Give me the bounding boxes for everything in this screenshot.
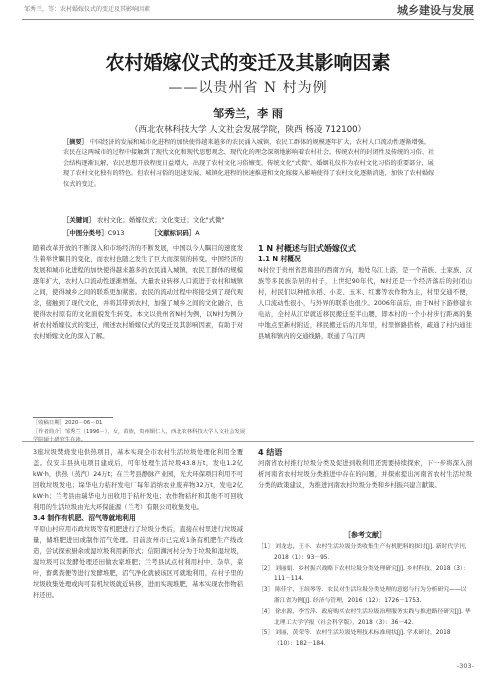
reference-item: ［4］ 徐水源，李雪萍．政府购买农村生活垃圾治理服务实践与推进路径研究[J]. 华北理工大学学报（社会科学版），2018（3）：36－42. xyxy=(258,608,471,626)
page-separator xyxy=(22,441,474,442)
reference-item: ［1］ 刘龙忠，王丰．农村生活垃圾分类收集生产有机肥料的探讨[J]. 新时代学刊，2018（1）：93－95. xyxy=(258,544,471,561)
continued-paragraph: 3座垃圾焚烧发电供热项目，基本实现全市农村生活垃圾处理化利用全覆盖。仅安丰县执电项目建成后，可年处理生活垃圾43.8万t，发电1.2亿kW·h，供热（蒸汽）24万t；在兰考县静脉产业园，光大环保项目利用不可回收垃圾发电；垛华电力秸秆发电厂每年消纳农业废弃物32万t，发电2亿kW·h；兰考县由瑞华电力田收用于秸秆发电；农作物秸秆和其他不可回收利用的生活垃圾由光大环保能源（兰考）有限公司收集发电。 xyxy=(33,449,243,511)
section-title: 城乡建设与发展 xyxy=(397,4,474,17)
continued-text xyxy=(33,447,243,601)
section-1 xyxy=(258,243,472,342)
section-1-heading: 1 N 村概述与旧式婚嫁仪式 xyxy=(258,244,356,253)
conclusion-heading: 4 结语 xyxy=(258,448,283,457)
keywords xyxy=(63,215,435,224)
conclusion-text: 河南省农村推行垃圾分类及促进到收利用还需要持续探索，下一步将深入剖析河南省农村垃圾分类推进中存在的问题，并探索提出河南省农村生活垃圾分类的政策建议，为推进河南农村垃圾分类和乡村振兴建言献策。 xyxy=(258,460,472,489)
section-1-1-heading: 1.1 N 村概况 xyxy=(258,255,301,263)
header-divider xyxy=(22,19,474,20)
article-subtitle: ——以贵州省 N 村为例 xyxy=(168,80,328,96)
keywords-label: ［关键词］ xyxy=(63,216,95,224)
author-info: ［作者简介］邹秀兰（1996－），女，苗族，贵州铜仁人，西北农林科技大学人文社会发展学院硕士研究生在读。 xyxy=(33,428,246,443)
section-3-4-text: 平原山村应用市政垃圾等有机肥进行了垃圾分类后，直接在村里进行垃圾减量，储堆肥进田或制作沼气处理。目前汝州市已完成1条有机肥生产线改造，尝试探索厨余或湿垃圾利用新形式；信阳浉河村分为于垃圾和湿垃圾，湿垃圾可以发酵处理还田做农家堆肥；兰考县试点村利用村中、杂草，菜叶，畜禽粪便等进行发酵堆肥，沼气净化就被该区可就地利用，在村子里的垃圾收集处理或肉可有机垃圾就近转移，进而实现堆肥，基本实现农作物秸秆还田。 xyxy=(33,526,243,599)
abstract xyxy=(63,138,435,190)
section-3-4-heading: 3.4 制作有机肥、沼气等就地利用 xyxy=(33,514,136,522)
clc-label: ［中图分类号］ xyxy=(63,229,108,237)
doc-value: A xyxy=(195,229,200,237)
references-heading: ［参考文献］ xyxy=(344,531,386,539)
received-date: ［收稿日期］2020－06－01 xyxy=(33,420,103,426)
classification xyxy=(63,228,224,237)
references-list xyxy=(258,542,472,650)
clc-value: C913 xyxy=(107,229,125,237)
affiliation: （西北农林科技大学 人文社会发展学院，陕西 杨凌 712100） xyxy=(129,125,367,135)
reference-item: ［5］ 刘丽，黄荣等．农村生活垃圾处理技术标准现状[J]. 学术研讨，2018（10）：182－184. xyxy=(258,630,451,648)
page-number: -303- xyxy=(456,662,474,670)
intro-paragraph: 随着改革开放的不断深入和市场经济的不断发展，中国以今人瞩目的速度发生着举世瞩目的变化，而农村也随之发生了巨大而深刻的转变。中国经济的发展和城市化进程的加快使得越来越多的农民涌入城镇，农民工群体的规模逐年扩大，农村人口流动性逐渐增强。大量农业转移人口流进于农村和城镇之间，使得城乡之间的联系更加紧密。农民的流动过程中将接受到了现代观念，接触到了现代文化，并将其带到农村，加强了城乡之间的文化融合，也使得农村原有的文化面貌发生转变。本文以贵州省N村为例，以N村为例分析农村婚嫁仪式的变迁，阐述农村婚嫁仪式的变迁及其影响因素，有助于对农村婚嫁文化的深入了解。 xyxy=(33,245,243,340)
footnote-divider xyxy=(33,417,113,418)
keywords-text: 农村文化；婚嫁仪式；文化变迁；文化"式微" xyxy=(97,216,225,224)
reference-item: ［3］ 陈佳宇，王缤琴等．农民对生活垃圾分类处理的意愿与行为分析研究——以浙江省为例[J]. 经济与管理，2016（12）：1726－1753. xyxy=(258,587,467,604)
running-title: 邹秀兰，等：农村婚嫁仪式的变迁及其影响因素 xyxy=(24,6,151,13)
authors: 邹秀兰，李 雨 xyxy=(213,107,283,120)
abstract-label: ［摘要］ xyxy=(63,139,88,146)
section-1-1-text: N村位于贵州省思南县的西南方向，地处乌江上游，是一个苗族、土家族、汉族等多民族杂居的村子，上世纪90年代，N村还是一个经济落后的封闭山村，村民们以种植水稻、小麦、玉米、红薯等农作物为主，村里交通不便，人口流动性很小，与外界的联系也很少。2006年前后，由于N村下游修建水电站，全村从江岸就近移民搬迁至半山腰，即本村的一个小村步行距离的集中地点至新村附近，移民搬迁后的几年里，村里修路搭桥，疏通了村内通往县城和镇内的交通线路，联通了乌江两 xyxy=(258,267,472,340)
doc-label: ［文献标识码］ xyxy=(150,229,196,237)
article-title: 农村婚嫁仪式的变迁及其影响因素 xyxy=(105,52,391,74)
conclusion xyxy=(258,447,472,491)
abstract-text: 中国经济的发展和城市化进程的加快使得越来越多的农民涌入城镇，农民工群体的规模逐年扩大，农村人口流动性逐渐增强。农民在这两城市的过程中接触到了现代文化和现代思想观念，现代化的理念深刻地影响着农村社会。传统农村的封闭性及传统的习俗、社会结构逐渐瓦解，农民思想开放程度日益增大，出现了农村文化习俗嬗变，传统文化"式微"。婚姻礼仪作为农村文化习俗的重要部分，展现了农村文化独有的特色。但农村习俗的迅速发展，城镇化进程的快速推进和文化嫁接入影响使得了农村文化逐渐消逝，加快了农村婚嫁仪式的变迁。 xyxy=(63,139,435,188)
reference-item: ［2］ 刘丽娟．乡村振兴战略下农村垃圾分类处理研究[J]. 乡村科技，2018（3）：111－114. xyxy=(258,565,469,583)
